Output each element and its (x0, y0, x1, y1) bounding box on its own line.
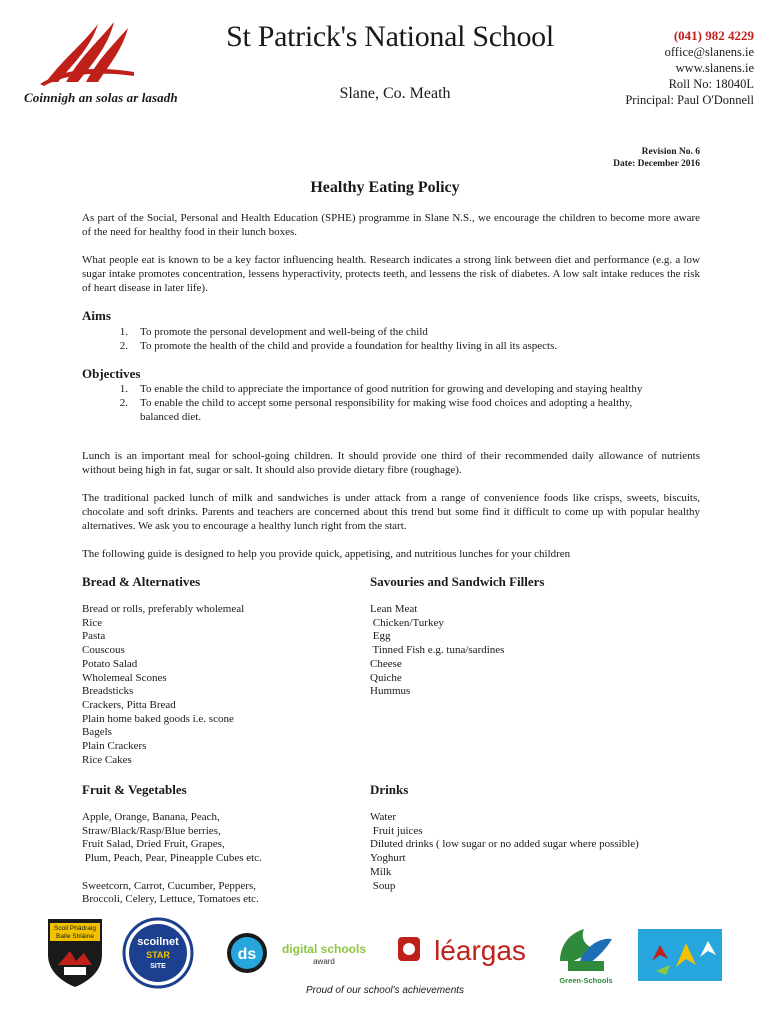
item-text: To promote the personal development and well-being of the child (140, 326, 428, 338)
item-number: 1. (119, 326, 128, 338)
contact-block (625, 28, 754, 108)
school-location: Slane, Co. Meath (339, 85, 451, 102)
achievement-logos (40, 915, 740, 990)
item-text: To promote the health of the child and provide a foundation for healthy living in all its aspects. (140, 340, 558, 352)
drinks-heading: Drinks (370, 782, 409, 797)
body-paragraph-3: The following guide is designed to help you provide quick, appetising, and nutritious lunches for your children (82, 548, 571, 560)
leargas-text: léargas (434, 935, 526, 966)
scoilnet-logo (124, 919, 192, 987)
principal-name: Principal: Paul O'Donnell (625, 93, 754, 107)
website: www.slanens.ie (675, 61, 754, 75)
item-number: 2. (119, 340, 128, 352)
digital-schools-award-logo (227, 933, 366, 973)
green-schools-logo (559, 929, 612, 985)
scoilnet-text: scoilnet (137, 936, 179, 948)
objectives-list (82, 382, 662, 424)
list-item (82, 396, 662, 424)
objectives-heading: Objectives (82, 366, 141, 381)
intro-paragraph-1: As part of the Social, Personal and Health Education (SPHE) programme in Slane N.S., we encourage the children to become more aware of the need for healthy food in their lunch boxes. (82, 212, 700, 238)
leargas-logo (398, 935, 526, 966)
list-item (82, 325, 692, 339)
school-crest-logo (48, 919, 102, 987)
aims-heading: Aims (82, 308, 111, 323)
item-text: To enable the child to accept some personal responsibility for making wise food choices and adopting a healthy, balanced diet. (140, 397, 633, 423)
item-number: 2. (119, 397, 128, 409)
award-text: award (313, 957, 335, 966)
bread-heading: Bread & Alternatives (82, 574, 201, 589)
revision-info (613, 146, 700, 170)
ds-mark: ds (237, 946, 257, 963)
crest-text-1: Scoil Phádraig (54, 925, 96, 932)
school-logo-flame (36, 16, 136, 86)
savouries-heading: Savouries and Sandwich Fillers (370, 574, 545, 589)
bread-list: Bread or rolls, preferably wholemeal Rice Pasta Couscous Potato Salad Wholemeal Scones Breadsticks Crackers, Pitta Bread Plain home baked goods i.e. scone Bagels Plain Crackers Rice Cakes (82, 603, 245, 766)
intro-paragraph-2: What people eat is known to be a key factor influencing health. Research indicates a strong link between diet and performance (e.g. a low sugar intake promotes concentration, lessens hyperactivity, protects teeth, and lessens the risk of diabetes. A low salt intake reduces the risk of heart disease in later life). (82, 254, 700, 294)
list-item (82, 339, 692, 353)
revision-date: Date: December 2016 (613, 159, 700, 169)
item-number: 1. (119, 383, 128, 395)
green-schools-text: Green-Schools (559, 976, 613, 985)
fruit-list: Apple, Orange, Banana, Peach, Straw/Black/Rasp/Blue berries, Fruit Salad, Dried Fruit, Grapes, Plum, Peach, Pear, Pineapple Cubes etc. Sweetcorn, Carrot, Cucumber, Peppers, Broccoli, Celery, Lettuce, Tomatoes etc. (82, 811, 262, 906)
fruit-heading: Fruit & Vegetables (82, 782, 187, 797)
roll-number: Roll No: 18040L (668, 77, 754, 91)
site-text: SITE (150, 963, 166, 970)
crest-text-2: Baile Shláine (56, 933, 94, 940)
email-address: office@slanens.ie (664, 45, 754, 59)
policy-title: Healthy Eating Policy (310, 179, 460, 196)
body-paragraph-1: Lunch is an important meal for school-going children. It should provide one third of their recommended daily allowance of nutrients without being high in fat, sugar or salt. It should also provide dietary fibre (roughage). (82, 450, 700, 476)
active-flag-logo (638, 929, 722, 981)
list-item (82, 382, 662, 396)
drinks-list: Water Fruit juices Diluted drinks ( low sugar or no added sugar where possible) Yoghurt Milk Soup (370, 811, 639, 892)
footer-caption: Proud of our school's achievements (305, 985, 465, 996)
savouries-list: Lean Meat Chicken/Turkey Egg Tinned Fish e.g. tuna/sardines Cheese Quiche Hummus (370, 603, 505, 698)
item-text: To enable the child to appreciate the importance of good nutrition for growing and developing and staying healthy (140, 383, 643, 395)
aims-list (82, 325, 692, 353)
body-paragraph-2: The traditional packed lunch of milk and sandwiches is under attack from a range of convenience foods like crisps, sweets, biscuits, chocolate and soft drinks. Parents and teachers are concerned about this trend but some find it difficult to come up with popular healthy alternatives. We ask you to encourage a healthy lunch right from the start. (82, 492, 700, 532)
school-motto: Coinnigh an solas ar lasadh (24, 90, 178, 105)
revision-number: Revision No. 6 (641, 147, 700, 157)
digital-schools-text: digital schools (281, 942, 367, 956)
school-name: St Patrick's National School (226, 20, 554, 53)
phone-number: (041) 982 4229 (673, 28, 754, 43)
star-text: STAR (146, 950, 170, 960)
